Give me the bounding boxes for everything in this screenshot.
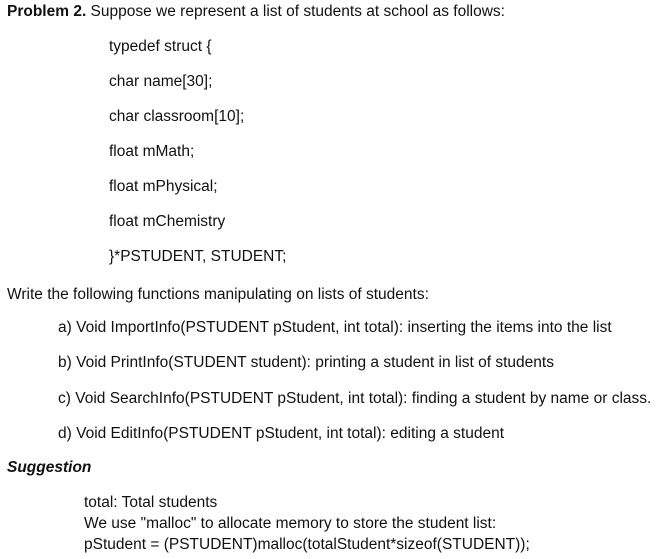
suggestion-line: We use "malloc" to allocate memory to store the student list: (84, 515, 497, 532)
problem-label: Problem 2. (7, 3, 87, 20)
struct-line: float mPhysical; (109, 178, 218, 195)
function-item: d) Void EditInfo(PSTUDENT pStudent, int total): editing a student (58, 425, 505, 442)
struct-line: float mChemistry (109, 213, 226, 230)
suggestion-heading: Suggestion (7, 459, 92, 476)
function-item: a) Void ImportInfo(PSTUDENT pStudent, int total): inserting the items into the list (58, 319, 612, 336)
struct-line: }*PSTUDENT, STUDENT; (109, 248, 287, 265)
problem-statement (7, 2, 505, 22)
function-item: c) Void SearchInfo(PSTUDENT pStudent, int total): finding a student by name or class. (58, 390, 652, 407)
struct-line: typedef struct { (109, 38, 212, 55)
task-statement: Write the following functions manipulating on lists of students: (7, 286, 429, 303)
suggestion-line: pStudent = (PSTUDENT)malloc(totalStudent*sizeof(STUDENT)); (84, 536, 530, 553)
struct-line: char name[30]; (109, 73, 213, 90)
struct-line: char classroom[10]; (109, 108, 245, 125)
suggestion-line: total: Total students (84, 494, 218, 511)
problem-intro: Suppose we represent a list of students at school as follows: (86, 3, 505, 20)
function-item: b) Void PrintInfo(STUDENT student): printing a student in list of students (58, 354, 554, 371)
struct-line: float mMath; (109, 143, 195, 160)
